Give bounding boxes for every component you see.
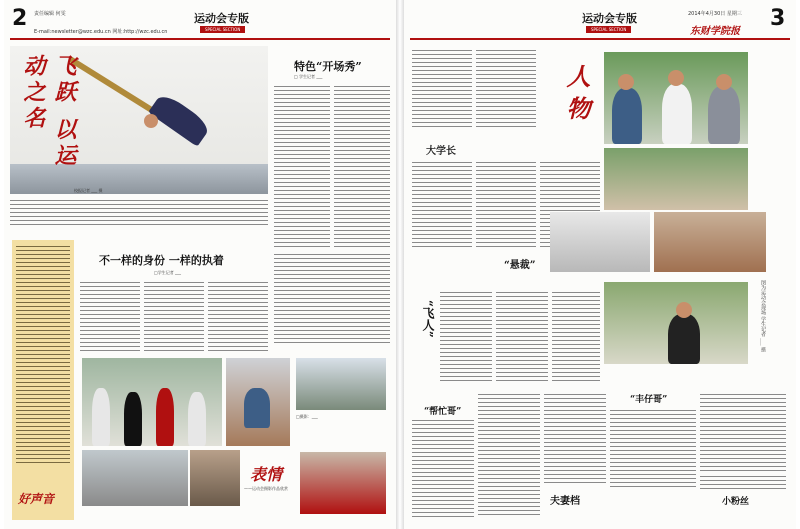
article1-byline: □ 学生记者 ___	[294, 74, 323, 79]
gutter	[396, 0, 404, 529]
feature-title: 人物	[562, 64, 591, 128]
article1-title: 特色“开场秀”	[294, 60, 362, 73]
page-number: 3	[770, 6, 786, 31]
contact-line: E-mail:newsletter@wzc.edu.cn 网址:http://wzc.edu.cn	[34, 29, 168, 35]
date-line: 2014年4月30日 星期三	[688, 11, 742, 17]
sub-title-6: 夫妻档	[550, 496, 580, 507]
story2-col2	[496, 290, 548, 382]
vertical-caption: 图为运动会现场 学生记者 ___ 摄	[760, 280, 766, 353]
crowd-photo	[604, 282, 748, 364]
stadium-photo	[654, 212, 766, 272]
sub-title-3: “飞人”	[421, 300, 435, 338]
brand: 东财学院报	[690, 26, 740, 37]
page-3	[404, 0, 796, 529]
photo-subtitle: ——运动会摄影作品欣赏	[244, 486, 288, 491]
story3-col1	[412, 418, 474, 518]
section-tag: SPECIAL SECTION	[586, 26, 631, 33]
race-photo	[296, 358, 386, 410]
page-number: 2	[12, 6, 28, 31]
finish-photo	[190, 450, 240, 506]
track-photo	[550, 212, 650, 272]
story1-col1	[412, 160, 472, 250]
relay-photo	[82, 450, 188, 506]
hero-credit: 校报记者 ___ 摄	[74, 188, 103, 193]
article2-col3	[208, 280, 268, 352]
article1-col2	[334, 84, 390, 249]
sidebar-title: 好声音	[18, 492, 55, 506]
story3-col2	[478, 392, 540, 518]
hero-title: 飞跃 以运动之名	[20, 54, 77, 170]
article2-col1	[80, 280, 140, 352]
sub-title-1: 大学长	[426, 146, 456, 157]
editor-line: 责任编辑 何雯	[34, 11, 66, 17]
page-2	[4, 0, 396, 529]
portrait-photo	[604, 52, 748, 144]
story1-col2	[476, 160, 536, 250]
cheer-photo	[300, 452, 386, 514]
sidebar-box	[12, 240, 74, 520]
story2-col3	[552, 290, 600, 382]
hero-article-text	[10, 198, 268, 228]
article2-col2	[144, 280, 204, 352]
section-tag: SPECIAL SECTION	[200, 26, 245, 33]
sub-title-2: “悬裁”	[504, 260, 536, 271]
section-title: 运动会专版	[582, 12, 637, 25]
intro-col1	[412, 48, 472, 128]
intro-col2	[476, 48, 536, 128]
jumper-head	[144, 114, 158, 128]
article1-col1	[274, 84, 330, 249]
article2-byline: □学生记者 ___	[154, 270, 182, 275]
story4-col1	[544, 392, 606, 484]
article2-title: 不一样的身份 一样的执着	[99, 254, 224, 267]
sidebar-text	[16, 244, 70, 464]
article1-col3	[274, 252, 390, 344]
sub-title-7: 小粉丝	[722, 497, 750, 507]
story6-col1	[700, 474, 786, 490]
story2-col1	[440, 290, 492, 382]
camera-photo	[604, 148, 748, 210]
runners-photo	[82, 358, 222, 446]
sub-title-4: “帮忙哥”	[424, 407, 462, 417]
story5-col1	[610, 408, 696, 488]
photo-credit: □摄影：___	[296, 414, 318, 419]
photo-title: 表情	[250, 465, 283, 484]
story5-col2	[700, 392, 786, 472]
section-title: 运动会专版	[194, 12, 249, 25]
sub-title-5: “丰仔哥”	[630, 395, 668, 405]
sprinter-photo	[226, 358, 290, 446]
